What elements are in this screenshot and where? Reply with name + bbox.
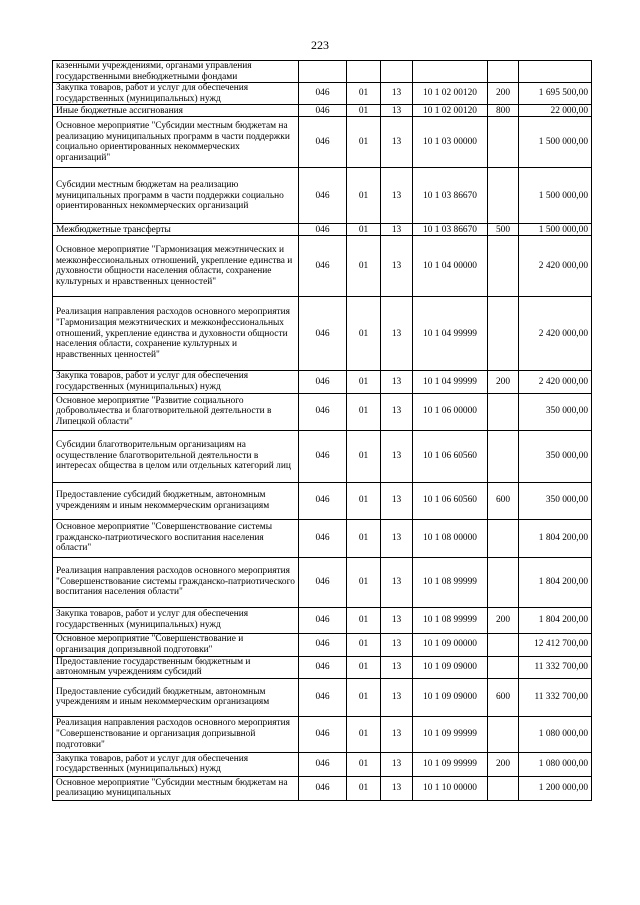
cell-ministry-code: 046 <box>299 371 347 393</box>
cell-section-code: 01 <box>347 557 381 607</box>
budget-table <box>52 60 592 801</box>
cell-target-code: 10 1 02 00120 <box>413 105 488 117</box>
budget-table-body <box>53 61 592 801</box>
cell-subsection-code: 13 <box>381 117 413 168</box>
cell-target-code: 10 1 09 99999 <box>413 716 488 752</box>
cell-section-code: 01 <box>347 482 381 519</box>
cell-expense-kind <box>488 61 519 83</box>
table-row <box>53 607 592 633</box>
cell-ministry-code: 046 <box>299 430 347 482</box>
cell-name: Предоставление субсидий бюджетным, автономным учреждениям и иным некоммерческим организациям <box>53 482 299 519</box>
cell-ministry-code: 046 <box>299 297 347 371</box>
cell-subsection-code: 13 <box>381 678 413 716</box>
cell-section-code: 01 <box>347 168 381 224</box>
cell-amount: 12 412 700,00 <box>519 633 592 656</box>
cell-expense-kind <box>488 393 519 430</box>
table-row <box>53 656 592 678</box>
table-row <box>53 236 592 297</box>
cell-amount: 1 500 000,00 <box>519 168 592 224</box>
cell-section-code: 01 <box>347 752 381 776</box>
cell-ministry-code: 046 <box>299 482 347 519</box>
cell-amount: 1 804 200,00 <box>519 557 592 607</box>
table-row <box>53 371 592 393</box>
cell-section-code: 01 <box>347 678 381 716</box>
cell-ministry-code <box>299 61 347 83</box>
cell-ministry-code: 046 <box>299 557 347 607</box>
cell-ministry-code: 046 <box>299 519 347 557</box>
cell-name: Реализация направления расходов основного мероприятия "Совершенствование системы гражданско-патриотического воспитания населения области" <box>53 557 299 607</box>
table-row <box>53 61 592 83</box>
cell-name: Предоставление субсидий бюджетным, автономным учреждениям и иным некоммерческим организациям <box>53 678 299 716</box>
cell-name: Межбюджетные трансферты <box>53 224 299 236</box>
cell-subsection-code: 13 <box>381 430 413 482</box>
cell-subsection-code: 13 <box>381 633 413 656</box>
cell-target-code: 10 1 03 00000 <box>413 117 488 168</box>
cell-name: Основное мероприятие "Совершенствование системы гражданско-патриотического воспитания населения области" <box>53 519 299 557</box>
cell-expense-kind: 600 <box>488 482 519 519</box>
table-row <box>53 716 592 752</box>
cell-name: Субсидии благотворительным организациям на осуществление благотворительной деятельности в интересах общества в целом или отдельных категорий лиц <box>53 430 299 482</box>
table-row <box>53 297 592 371</box>
cell-subsection-code: 13 <box>381 607 413 633</box>
table-row <box>53 519 592 557</box>
cell-subsection-code <box>381 61 413 83</box>
cell-section-code: 01 <box>347 371 381 393</box>
cell-expense-kind: 200 <box>488 83 519 105</box>
cell-section-code: 01 <box>347 656 381 678</box>
cell-expense-kind: 200 <box>488 752 519 776</box>
cell-target-code: 10 1 09 09000 <box>413 656 488 678</box>
cell-subsection-code: 13 <box>381 105 413 117</box>
cell-ministry-code: 046 <box>299 607 347 633</box>
table-row <box>53 117 592 168</box>
table-row <box>53 776 592 800</box>
cell-section-code: 01 <box>347 776 381 800</box>
cell-ministry-code: 046 <box>299 752 347 776</box>
cell-target-code: 10 1 03 86670 <box>413 224 488 236</box>
cell-expense-kind <box>488 633 519 656</box>
cell-ministry-code: 046 <box>299 83 347 105</box>
cell-ministry-code: 046 <box>299 168 347 224</box>
cell-target-code: 10 1 08 00000 <box>413 519 488 557</box>
cell-name: Реализация направления расходов основного мероприятия "Совершенствование и организация допризывной подготовки" <box>53 716 299 752</box>
cell-expense-kind <box>488 117 519 168</box>
cell-expense-kind <box>488 776 519 800</box>
cell-subsection-code: 13 <box>381 168 413 224</box>
cell-expense-kind: 200 <box>488 607 519 633</box>
cell-section-code: 01 <box>347 393 381 430</box>
cell-subsection-code: 13 <box>381 519 413 557</box>
cell-subsection-code: 13 <box>381 482 413 519</box>
cell-subsection-code: 13 <box>381 716 413 752</box>
cell-amount: 350 000,00 <box>519 482 592 519</box>
cell-name: Реализация направления расходов основного мероприятия "Гармонизация межэтнических и межконфессиональных отношений, укрепление единства и духовности общности населения области, сохранение культурных и нравственных ценностей" <box>53 297 299 371</box>
cell-name: Основное мероприятие "Развитие социального добровольчества и благотворительной деятельности в Липецкой области" <box>53 393 299 430</box>
cell-name: Основное мероприятие "Совершенствование и организация допризывной подготовки" <box>53 633 299 656</box>
cell-subsection-code: 13 <box>381 752 413 776</box>
cell-name: Закупка товаров, работ и услуг для обеспечения государственных (муниципальных) нужд <box>53 752 299 776</box>
table-row <box>53 224 592 236</box>
cell-target-code <box>413 61 488 83</box>
cell-name: Иные бюджетные ассигнования <box>53 105 299 117</box>
cell-amount <box>519 61 592 83</box>
cell-target-code: 10 1 04 00000 <box>413 236 488 297</box>
cell-section-code: 01 <box>347 105 381 117</box>
cell-subsection-code: 13 <box>381 393 413 430</box>
table-row <box>53 168 592 224</box>
cell-target-code: 10 1 04 99999 <box>413 297 488 371</box>
cell-target-code: 10 1 02 00120 <box>413 83 488 105</box>
cell-name: Основное мероприятие "Субсидии местным бюджетам на реализацию муниципальных <box>53 776 299 800</box>
cell-amount: 350 000,00 <box>519 430 592 482</box>
cell-expense-kind <box>488 519 519 557</box>
table-row <box>53 393 592 430</box>
cell-ministry-code: 046 <box>299 716 347 752</box>
cell-name: казенными учреждениями, органами управления государственными внебюджетными фондами <box>53 61 299 83</box>
cell-expense-kind <box>488 656 519 678</box>
cell-name: Субсидии местным бюджетам на реализацию муниципальных программ в части поддержки социально ориентированных некоммерческих организаций <box>53 168 299 224</box>
table-row <box>53 482 592 519</box>
cell-amount: 350 000,00 <box>519 393 592 430</box>
table-row <box>53 83 592 105</box>
cell-section-code <box>347 61 381 83</box>
cell-amount: 1 500 000,00 <box>519 224 592 236</box>
cell-ministry-code: 046 <box>299 656 347 678</box>
cell-amount: 1 080 000,00 <box>519 716 592 752</box>
cell-section-code: 01 <box>347 117 381 168</box>
table-row <box>53 752 592 776</box>
cell-target-code: 10 1 06 00000 <box>413 393 488 430</box>
cell-subsection-code: 13 <box>381 776 413 800</box>
cell-target-code: 10 1 09 09000 <box>413 678 488 716</box>
cell-section-code: 01 <box>347 297 381 371</box>
cell-expense-kind: 600 <box>488 678 519 716</box>
cell-expense-kind <box>488 430 519 482</box>
cell-amount: 1 500 000,00 <box>519 117 592 168</box>
cell-target-code: 10 1 08 99999 <box>413 607 488 633</box>
cell-expense-kind: 500 <box>488 224 519 236</box>
cell-expense-kind <box>488 168 519 224</box>
cell-ministry-code: 046 <box>299 105 347 117</box>
cell-name: Основное мероприятие "Гармонизация межэтнических и межконфессиональных отношений, укрепление единства и духовности общности населения области, сохранение культурных и нравственных ценностей" <box>53 236 299 297</box>
page-number: 223 <box>311 38 329 52</box>
cell-ministry-code: 046 <box>299 393 347 430</box>
cell-ministry-code: 046 <box>299 633 347 656</box>
cell-expense-kind <box>488 557 519 607</box>
cell-subsection-code: 13 <box>381 297 413 371</box>
cell-expense-kind: 800 <box>488 105 519 117</box>
table-row <box>53 430 592 482</box>
cell-target-code: 10 1 06 60560 <box>413 482 488 519</box>
cell-section-code: 01 <box>347 607 381 633</box>
cell-subsection-code: 13 <box>381 656 413 678</box>
table-row <box>53 557 592 607</box>
cell-section-code: 01 <box>347 519 381 557</box>
cell-subsection-code: 13 <box>381 224 413 236</box>
cell-subsection-code: 13 <box>381 236 413 297</box>
cell-name: Предоставление государственным бюджетным и автономным учреждениям субсидий <box>53 656 299 678</box>
cell-target-code: 10 1 09 99999 <box>413 752 488 776</box>
cell-target-code: 10 1 08 99999 <box>413 557 488 607</box>
cell-subsection-code: 13 <box>381 557 413 607</box>
cell-amount: 1 695 500,00 <box>519 83 592 105</box>
cell-amount: 1 804 200,00 <box>519 519 592 557</box>
cell-target-code: 10 1 06 60560 <box>413 430 488 482</box>
cell-section-code: 01 <box>347 716 381 752</box>
cell-target-code: 10 1 04 99999 <box>413 371 488 393</box>
cell-section-code: 01 <box>347 633 381 656</box>
cell-amount: 11 332 700,00 <box>519 656 592 678</box>
cell-amount: 11 332 700,00 <box>519 678 592 716</box>
cell-name: Закупка товаров, работ и услуг для обеспечения государственных (муниципальных) нужд <box>53 371 299 393</box>
cell-amount: 1 804 200,00 <box>519 607 592 633</box>
cell-expense-kind <box>488 297 519 371</box>
table-row <box>53 633 592 656</box>
cell-section-code: 01 <box>347 83 381 105</box>
cell-amount: 1 080 000,00 <box>519 752 592 776</box>
cell-ministry-code: 046 <box>299 224 347 236</box>
cell-subsection-code: 13 <box>381 371 413 393</box>
cell-ministry-code: 046 <box>299 236 347 297</box>
cell-amount: 2 420 000,00 <box>519 371 592 393</box>
cell-amount: 1 200 000,00 <box>519 776 592 800</box>
cell-ministry-code: 046 <box>299 678 347 716</box>
cell-subsection-code: 13 <box>381 83 413 105</box>
cell-expense-kind: 200 <box>488 371 519 393</box>
cell-section-code: 01 <box>347 224 381 236</box>
cell-name: Закупка товаров, работ и услуг для обеспечения государственных (муниципальных) нужд <box>53 83 299 105</box>
cell-amount: 22 000,00 <box>519 105 592 117</box>
cell-expense-kind <box>488 236 519 297</box>
cell-ministry-code: 046 <box>299 776 347 800</box>
table-row <box>53 678 592 716</box>
cell-ministry-code: 046 <box>299 117 347 168</box>
cell-amount: 2 420 000,00 <box>519 236 592 297</box>
cell-target-code: 10 1 10 00000 <box>413 776 488 800</box>
cell-section-code: 01 <box>347 236 381 297</box>
cell-name: Основное мероприятие "Субсидии местным бюджетам на реализацию муниципальных программ в части поддержки социально ориентированных некоммерческих организаций" <box>53 117 299 168</box>
cell-target-code: 10 1 09 00000 <box>413 633 488 656</box>
cell-name: Закупка товаров, работ и услуг для обеспечения государственных (муниципальных) нужд <box>53 607 299 633</box>
table-row <box>53 105 592 117</box>
cell-target-code: 10 1 03 86670 <box>413 168 488 224</box>
cell-expense-kind <box>488 716 519 752</box>
cell-section-code: 01 <box>347 430 381 482</box>
cell-amount: 2 420 000,00 <box>519 297 592 371</box>
